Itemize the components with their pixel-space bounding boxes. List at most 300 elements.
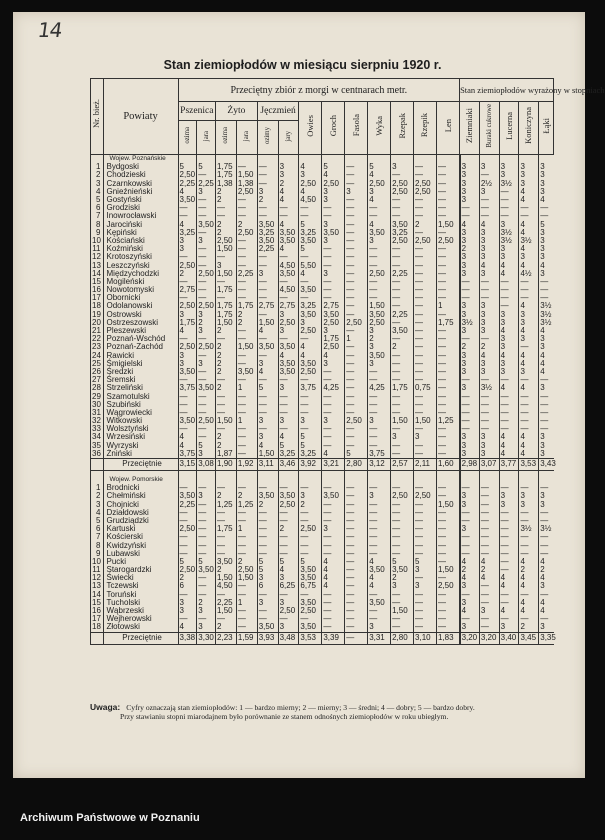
table-cell: — xyxy=(436,376,459,384)
table-cell: 1,75 xyxy=(216,163,237,171)
table-cell: 6 xyxy=(178,582,197,590)
table-cell: 3,75 xyxy=(179,383,196,393)
table-cell: 4 xyxy=(519,433,539,441)
table-cell: 2,50 xyxy=(322,319,345,327)
table-cell: 11 xyxy=(91,566,104,574)
table-cell: 3 xyxy=(519,335,539,343)
table-cell: — xyxy=(414,302,437,310)
table-cell: — xyxy=(197,376,216,384)
table-cell: — xyxy=(460,517,480,525)
table-cell: 4 xyxy=(178,433,197,441)
table-cell: 6,75 xyxy=(299,582,322,590)
table-cell: 2,50 xyxy=(414,492,437,500)
table-cell: 4 xyxy=(368,558,391,566)
table-cell: 2,50 xyxy=(216,237,237,245)
table-cell: 4 xyxy=(519,221,539,229)
table-cell: — xyxy=(178,484,197,492)
average-value: 3,35 xyxy=(540,633,556,642)
table-cell: 3 xyxy=(539,229,554,237)
table-cell: 4 xyxy=(519,261,539,269)
table-cell: 5 xyxy=(91,196,104,204)
table-cell: — xyxy=(391,392,414,400)
table-cell: — xyxy=(539,204,554,212)
table-cell: — xyxy=(519,533,539,541)
table-cell: — xyxy=(322,607,345,615)
table-cell: 3 xyxy=(499,253,519,261)
table-cell: 4 xyxy=(178,221,197,229)
table-cell: — xyxy=(368,607,391,615)
table-cell: 3½ xyxy=(539,311,554,319)
table-cell: 3½ xyxy=(479,384,499,392)
table-cell: 4 xyxy=(499,384,519,392)
table-cell: — xyxy=(460,212,480,220)
table-cell: — xyxy=(436,492,459,500)
table-cell: 3 xyxy=(479,319,499,327)
table-cell: 2,50 xyxy=(391,237,414,245)
table-cell: — xyxy=(436,196,459,204)
table-cell: — xyxy=(178,392,197,400)
table-cell: — xyxy=(460,615,480,623)
table-cell: 3 xyxy=(278,599,299,607)
table-cell: — xyxy=(345,623,368,632)
table-cell: 1 xyxy=(236,417,257,425)
table-cell: 5 xyxy=(299,433,322,441)
table-cell: 3 xyxy=(278,574,299,582)
table-cell: — xyxy=(539,409,554,417)
table-cell: 5 xyxy=(257,558,278,566)
table-cell: 27 xyxy=(91,376,104,384)
table-cell: — xyxy=(436,368,459,376)
table-cell: 3 xyxy=(499,171,519,179)
table-cell: 4 xyxy=(539,607,554,615)
table-cell: 1,50 xyxy=(216,607,237,615)
average-value: 3,53 xyxy=(299,632,322,644)
table-cell: 3 xyxy=(479,253,499,261)
group-yield-header: Przeciętny zbiór z morgi w centnarach metr. xyxy=(178,79,460,102)
table-cell: — xyxy=(345,492,368,500)
average-value: 1,59 xyxy=(236,632,257,644)
table-cell: 3 xyxy=(197,450,216,459)
table-cell: — xyxy=(197,533,216,541)
table-cell: 3 xyxy=(519,368,539,376)
table-cell: 3 xyxy=(322,360,345,368)
table-cell: 3 xyxy=(178,352,197,360)
average-value: 3,21 xyxy=(322,458,345,470)
table-cell: — xyxy=(436,335,459,343)
table-cell: 3 xyxy=(539,442,554,450)
table-cell: 4 xyxy=(519,352,539,360)
table-cell: — xyxy=(391,517,414,525)
table-cell: 3,50 xyxy=(236,368,257,376)
table-cell: 3 xyxy=(460,599,480,607)
table-cell: — xyxy=(197,286,216,294)
table-cell: — xyxy=(539,533,554,541)
average-value: 3,39 xyxy=(322,632,345,644)
table-cell: — xyxy=(391,450,414,459)
table-cell: 2 xyxy=(216,433,237,441)
table-cell: — xyxy=(460,533,480,541)
table-cell: — xyxy=(278,335,299,343)
table-cell: — xyxy=(479,376,499,384)
table-cell: — xyxy=(299,541,322,549)
table-cell: 23 xyxy=(91,343,104,351)
col-rzepik-header: Rzepik xyxy=(414,102,437,155)
table-cell: 3 xyxy=(460,368,480,376)
table-cell: 3 xyxy=(499,311,519,319)
table-cell: — xyxy=(414,212,437,220)
table-cell: 1,75 xyxy=(216,302,237,310)
table-cell: — xyxy=(178,541,197,549)
table-cell: — xyxy=(436,180,459,188)
table-cell: — xyxy=(391,599,414,607)
table-cell: 4 xyxy=(299,343,322,351)
table-cell: 3 xyxy=(460,180,480,188)
table-cell: — xyxy=(519,212,539,220)
table-cell: — xyxy=(257,204,278,212)
table-cell: — xyxy=(539,541,554,549)
average-value: 3,07 xyxy=(479,458,499,470)
table-cell: 12 xyxy=(91,574,104,582)
table-cell: — xyxy=(539,294,554,302)
table-cell: — xyxy=(178,409,197,417)
table-cell: 3,50 xyxy=(179,491,196,501)
table-cell: — xyxy=(322,212,345,220)
table-cell: — xyxy=(368,484,391,492)
table-cell: 15 xyxy=(91,278,104,286)
table-cell: 4 xyxy=(322,582,345,590)
table-cell: — xyxy=(479,582,499,590)
table-cell: — xyxy=(499,599,519,607)
table-cell: 5 xyxy=(178,558,197,566)
table-cell: — xyxy=(391,409,414,417)
table-cell: — xyxy=(436,212,459,220)
table-cell: — xyxy=(278,484,299,492)
table-cell: — xyxy=(499,525,519,533)
table-cell: 4 xyxy=(178,623,197,632)
table-cell: 4,25 xyxy=(368,384,391,392)
table-cell: — xyxy=(197,196,216,204)
table-cell: — xyxy=(236,327,257,335)
table-cell: — xyxy=(479,425,499,433)
table-cell: 2 xyxy=(236,492,257,500)
table-cell: — xyxy=(299,294,322,302)
table-cell: — xyxy=(236,376,257,384)
table-cell: 1 xyxy=(345,335,368,343)
district-name: Lubawski xyxy=(103,550,178,558)
table-cell: — xyxy=(257,180,278,188)
table-cell: 3 xyxy=(299,492,322,500)
table-cell: — xyxy=(368,509,391,517)
table-cell: — xyxy=(479,517,499,525)
table-cell: — xyxy=(278,533,299,541)
table-cell: 13 xyxy=(91,261,104,269)
table-cell: — xyxy=(519,343,539,351)
table-cell: — xyxy=(414,343,437,351)
table-cell: — xyxy=(391,376,414,384)
table-cell: — xyxy=(236,360,257,368)
table-cell: — xyxy=(414,425,437,433)
table-cell: 3 xyxy=(539,384,554,392)
table-cell: — xyxy=(322,484,345,492)
table-cell: 14 xyxy=(91,591,104,599)
table-cell: — xyxy=(345,525,368,533)
table-cell: 2 xyxy=(391,343,414,351)
table-cell: 2 xyxy=(368,335,391,343)
table-cell: 3 xyxy=(322,525,345,533)
table-cell: 3 xyxy=(519,171,539,179)
table-cell: 1 xyxy=(236,525,257,533)
table-cell: — xyxy=(460,550,480,558)
table-cell: — xyxy=(216,517,237,525)
table-cell: — xyxy=(322,517,345,525)
table-cell: — xyxy=(299,425,322,433)
table-cell: — xyxy=(368,442,391,450)
table-cell: — xyxy=(436,442,459,450)
table-cell: 3 xyxy=(368,360,391,368)
table-cell: — xyxy=(479,204,499,212)
table-cell xyxy=(91,458,104,470)
table-cell: 4 xyxy=(368,574,391,582)
table-cell: 3,75 xyxy=(179,448,196,458)
table-cell: — xyxy=(322,541,345,549)
table-cell: 3,50 xyxy=(257,492,278,500)
table-cell: — xyxy=(436,509,459,517)
table-cell: — xyxy=(368,294,391,302)
table-cell: — xyxy=(460,509,480,517)
table-cell: — xyxy=(178,401,197,409)
table-cell: — xyxy=(197,229,216,237)
table-cell: — xyxy=(345,327,368,335)
table-cell: 18 xyxy=(91,623,104,632)
table-cell: — xyxy=(414,607,437,615)
table-cell: — xyxy=(257,392,278,400)
table-cell: 3 xyxy=(460,442,480,450)
table-cell: 15 xyxy=(91,599,104,607)
table-cell: — xyxy=(460,376,480,384)
table-cell: — xyxy=(519,294,539,302)
table-cell: — xyxy=(322,425,345,433)
table-cell: — xyxy=(436,294,459,302)
table-cell: 2 xyxy=(216,442,237,450)
table-cell: — xyxy=(236,582,257,590)
table-cell: — xyxy=(414,533,437,541)
district-name: Poznań-Wschód xyxy=(103,335,178,343)
col-owies-header: Owies xyxy=(299,102,322,155)
table-cell: 2,50 xyxy=(299,525,322,533)
table-cell: 4 xyxy=(519,582,539,590)
table-cell: — xyxy=(436,245,459,253)
table-cell: — xyxy=(391,196,414,204)
table-cell: — xyxy=(299,401,322,409)
table-cell: — xyxy=(414,286,437,294)
table-cell: 4 xyxy=(519,188,539,196)
table-cell: — xyxy=(436,327,459,335)
average-value: 3,15 xyxy=(179,459,196,469)
table-cell: 21 xyxy=(91,327,104,335)
table-cell: — xyxy=(257,409,278,417)
table-cell: — xyxy=(519,509,539,517)
table-cell: — xyxy=(479,392,499,400)
table-cell: — xyxy=(391,171,414,179)
table-cell: — xyxy=(257,294,278,302)
table-cell: 2 xyxy=(519,566,539,574)
table-cell: 3 xyxy=(278,163,299,171)
table-cell: 3 xyxy=(479,442,499,450)
table-cell: — xyxy=(391,442,414,450)
table-cell: — xyxy=(391,212,414,220)
table-cell: 2,50 xyxy=(236,566,257,574)
table-cell: — xyxy=(391,319,414,327)
table-cell: 2,50 xyxy=(414,180,437,188)
table-cell: — xyxy=(345,352,368,360)
table-cell: 2,75 xyxy=(278,302,299,310)
table-cell: — xyxy=(345,433,368,441)
table-cell: 3 xyxy=(479,360,499,368)
table-cell: 4 xyxy=(322,171,345,179)
table-cell: 3 xyxy=(368,343,391,351)
table-cell: 3 xyxy=(479,327,499,335)
table-cell: — xyxy=(299,591,322,599)
table-cell: 5 xyxy=(257,384,278,392)
table-cell: 2,50 xyxy=(299,607,322,615)
district-name: Średzki xyxy=(103,368,178,376)
table-cell: 2,25 xyxy=(179,178,196,188)
table-cell: 3 xyxy=(178,599,197,607)
table-cell: 3 xyxy=(91,180,104,188)
table-cell: 2 xyxy=(216,188,237,196)
col-buraki-header: Buraki cukrowe xyxy=(479,102,499,155)
table-cell: — xyxy=(414,368,437,376)
table-cell: 3 xyxy=(197,492,216,500)
district-name: Obornicki xyxy=(103,294,178,302)
table-cell: — xyxy=(197,212,216,220)
table-cell: — xyxy=(368,433,391,441)
table-cell: 10 xyxy=(91,558,104,566)
table-cell: 1,50 xyxy=(391,417,414,425)
table-cell: 3 xyxy=(460,623,480,632)
table-cell: 3 xyxy=(460,492,480,500)
table-cell: — xyxy=(278,425,299,433)
table-cell: 3 xyxy=(539,180,554,188)
table-cell: 2 xyxy=(91,492,104,500)
table-cell: — xyxy=(216,401,237,409)
table-cell: 3 xyxy=(460,327,480,335)
table-cell: 5 xyxy=(391,558,414,566)
table-cell: 2,25 xyxy=(216,599,237,607)
table-cell: — xyxy=(236,278,257,286)
table-cell: 4 xyxy=(539,352,554,360)
table-cell: 3 xyxy=(257,599,278,607)
table-cell: — xyxy=(278,401,299,409)
table-cell: 4 xyxy=(368,171,391,179)
table-cell: 3 xyxy=(178,245,197,253)
table-cell: — xyxy=(197,409,216,417)
table-cell: — xyxy=(197,517,216,525)
table-cell: — xyxy=(278,204,299,212)
table-cell: — xyxy=(436,599,459,607)
table-cell: — xyxy=(539,376,554,384)
table-cell: 19 xyxy=(91,311,104,319)
table-cell: 2,25 xyxy=(236,270,257,278)
table-cell: 3 xyxy=(460,196,480,204)
table-cell: 4 xyxy=(479,558,499,566)
table-cell: — xyxy=(368,286,391,294)
table-cell: — xyxy=(299,376,322,384)
table-cell: — xyxy=(460,286,480,294)
table-cell: — xyxy=(414,392,437,400)
table-cell: — xyxy=(322,442,345,450)
table-cell: 4 xyxy=(278,566,299,574)
table-cell: — xyxy=(479,623,499,632)
district-name: Chodzieski xyxy=(103,171,178,179)
table-cell: 4 xyxy=(299,163,322,171)
table-cell: — xyxy=(391,352,414,360)
table-cell: 1,50 xyxy=(436,566,459,574)
table-cell: — xyxy=(479,484,499,492)
table-cell: 3 xyxy=(499,335,519,343)
col-jeczmien-header: Jęczmień xyxy=(257,102,299,121)
table-cell: — xyxy=(479,171,499,179)
average-value: — xyxy=(345,632,368,644)
table-cell: — xyxy=(197,294,216,302)
table-cell: 3 xyxy=(539,343,554,351)
col-pszenica-ozima-header: ozima xyxy=(178,121,197,155)
table-cell: — xyxy=(236,550,257,558)
table-cell: — xyxy=(436,384,459,392)
table-cell: — xyxy=(345,550,368,558)
table-cell: — xyxy=(257,509,278,517)
district-name: Krotoszyński xyxy=(103,253,178,261)
district-name: Ostrowski xyxy=(103,311,178,319)
table-cell: — xyxy=(479,509,499,517)
table-cell: — xyxy=(257,212,278,220)
table-cell: — xyxy=(257,591,278,599)
table-cell: — xyxy=(322,409,345,417)
table-cell: — xyxy=(197,171,216,179)
table-cell: 33 xyxy=(91,425,104,433)
district-name: Kartuski xyxy=(103,525,178,533)
table-cell: 1,50 xyxy=(236,574,257,582)
average-label: Przeciętnie xyxy=(103,458,178,470)
average-value: 3,93 xyxy=(257,632,278,644)
table-cell: 3,50 xyxy=(299,599,322,607)
district-name: Kępiński xyxy=(103,229,178,237)
table-cell: 3 xyxy=(479,188,499,196)
table-cell: — xyxy=(499,566,519,574)
table-cell: 2,25 xyxy=(179,499,196,509)
table-cell: 3 xyxy=(539,253,554,261)
table-cell: 4 xyxy=(278,433,299,441)
table-cell: — xyxy=(257,286,278,294)
table-cell: 5 xyxy=(197,558,216,566)
table-cell: 4 xyxy=(519,574,539,582)
table-cell: — xyxy=(391,591,414,599)
table-cell: — xyxy=(236,392,257,400)
table-cell: — xyxy=(368,376,391,384)
table-cell: — xyxy=(436,163,459,171)
table-cell: — xyxy=(345,501,368,509)
table-cell: — xyxy=(391,286,414,294)
district-name: Kwidzyński xyxy=(103,541,178,549)
table-cell: — xyxy=(178,615,197,623)
table-cell: 3 xyxy=(460,237,480,245)
table-cell: — xyxy=(414,163,437,171)
table-cell: 3,50 xyxy=(299,311,322,319)
table-cell: — xyxy=(236,607,257,615)
table-cell: — xyxy=(368,204,391,212)
table-cell: — xyxy=(345,615,368,623)
district-name: Chojnicki xyxy=(103,501,178,509)
